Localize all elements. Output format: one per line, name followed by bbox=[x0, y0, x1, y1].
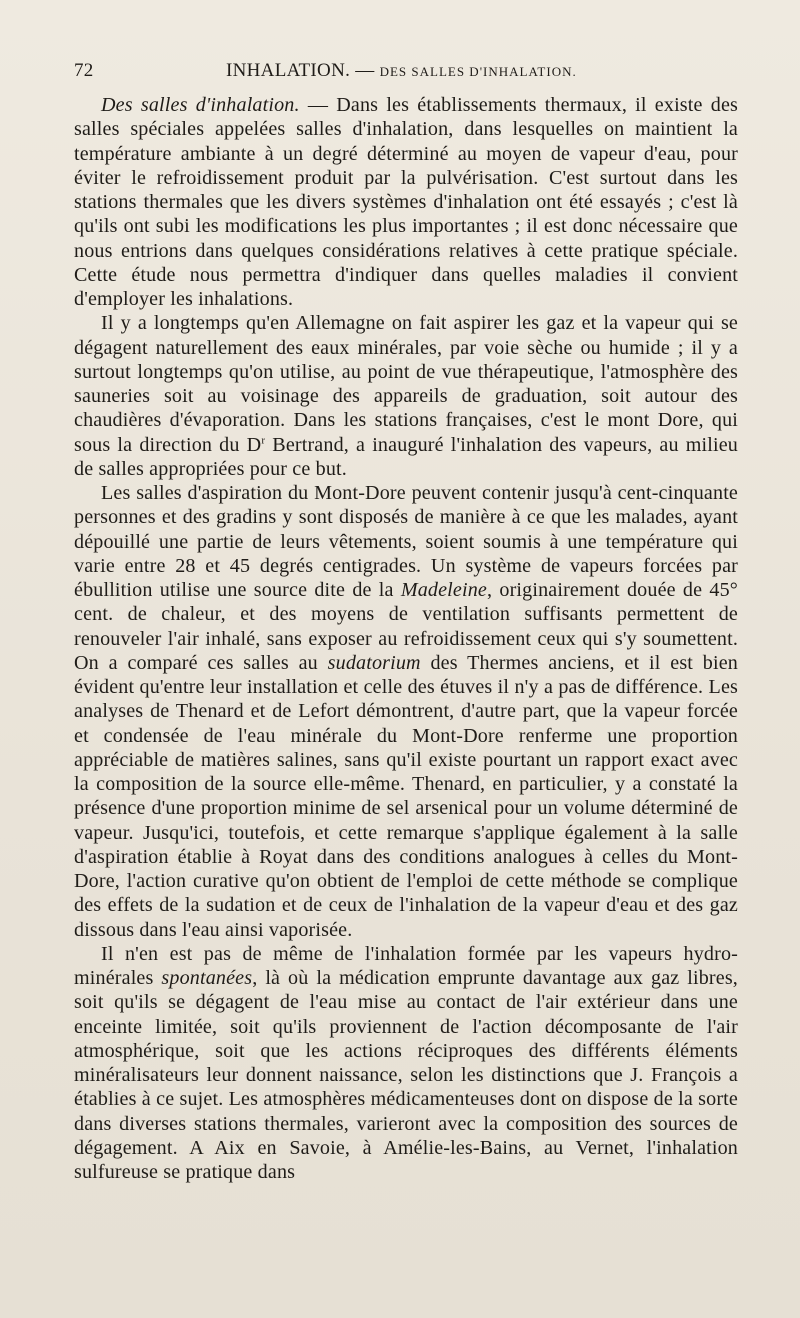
paragraph-4-text-b: , là où la médication emprunte davantage aux gaz libres, soit qu'ils se dégagent de l'eau mise au contact de l'air extérieur dans une enceinte limitée, soit qu'ils proviennent de l'action décomposante de l'air atmosphérique, soit que les actions réciproques des différents éléments minéralisateurs leur donnent naissance, selon les distinctions que J. François a établies à ce sujet. Les atmosphères médicamenteuses dont on dispose de la sorte dans diverses stations thermales, varieront avec la composition des sources de dégagement. A Aix en Savoie, à Amélie-les-Bains, au Vernet, l'inhalation sulfureuse se pratique dans bbox=[74, 967, 738, 1183]
italic-spontanees: spontanées bbox=[161, 967, 253, 989]
running-header bbox=[74, 60, 738, 90]
section-title: Des salles d'inhalation. bbox=[101, 94, 300, 116]
paragraph-1-text: — Dans les établissements thermaux, il existe des salles spéciales appelées salles d'inhalation, dans lesquelles on maintient la température ambiante à un degré déterminé au moyen de vapeur d'eau, pour éviter le refroidissement produit par la pulvérisation. C'est surtout dans les stations thermales que les divers systèmes d'inhalation ont été essayés ; c'est là qu'ils ont subi les modifications les plus importantes ; il est donc nécessaire que nous entrions dans quelques considérations relatives à cette pratique spéciale. Cette étude nous permettra d'indiquer dans quelles maladies il convient d'employer les inhalations. bbox=[74, 94, 738, 310]
paragraph-4 bbox=[74, 942, 738, 1185]
paragraph-2 bbox=[74, 311, 738, 481]
running-title-separator: — bbox=[355, 60, 375, 81]
italic-madeleine: Madeleine bbox=[400, 579, 487, 601]
paragraph-3-text-c: des Thermes anciens, et il est bien évident qu'entre leur installation et celle des étuves il n'y a pas de différence. Les analyses de Thenard et de Lefort démontrent, d'autre part, que la vapeur forcée et condensée de l'eau minérale du Mont-Dore renferme une proportion appréciable de matières salines, sans qu'il existe pourtant un rapport exact avec la composition de la source elle-même. Thenard, en particulier, y a constaté la présence d'une proportion minime de sel arsenical pour un volume déterminé de vapeur. Jusqu'ici, toutefois, et cette remarque s'applique également à la salle d'aspiration établie à Royat dans des conditions analogues à celles du Mont-Dore, l'action curative qu'on obtient de l'emploi de cette méthode se complique des effets de la sudation et de ceux de l'inhalation de la vapeur d'eau et des gaz dissous dans l'eau ainsi vaporisée. bbox=[74, 651, 738, 941]
running-title-sub: DES SALLES D'INHALATION. bbox=[379, 64, 577, 79]
paragraph-3-text-b: , originairement douée de 45° cent. de chaleur, et des moyens de ventilation suffisants permettent de renouveler l'air inhalé, sans exposer au refroidissement ceux qui s'y soumettent. On a comparé ces salles au bbox=[74, 579, 738, 674]
running-title-main: INHALATION. bbox=[226, 60, 351, 81]
page-number: 72 bbox=[74, 60, 94, 81]
running-title bbox=[226, 60, 577, 82]
paragraph-3 bbox=[74, 481, 738, 942]
paragraph-2-text-a: Il y a longtemps qu'en Allemagne on fait aspirer les gaz et la vapeur qui se dégagent naturellement des eaux minérales, par voie sèche ou humide ; il y a surtout longtemps qu'on utilise, au point de vue thérapeutique, l'atmosphère des sauneries soit au voisinage des appareils de graduation, soit autour des chaudières d'évaporation. Dans les stations françaises, c'est le mont Dore, qui sous la direction du D bbox=[74, 312, 738, 456]
superscript-r: r bbox=[261, 433, 266, 446]
paragraph-3-text-a: Les salles d'aspiration du Mont-Dore peuvent contenir jusqu'à cent-cinquante personnes et des gradins y sont disposés de manière à ce que les malades, ayant dépouillé une partie de leurs vêtements, soient soumis à une température qui varie entre 28 et 45 degrés centigrades. Un système de vapeurs forcées par ébullition utilise une source dite de la bbox=[74, 482, 738, 601]
italic-sudatorium: sudatorium bbox=[327, 651, 421, 674]
paragraph-1 bbox=[74, 93, 738, 311]
paragraph-4-text-a: Il n'en est pas de même de l'inhalation formée par les vapeurs hydro-minérales bbox=[74, 942, 738, 989]
body-text bbox=[74, 93, 738, 1184]
paragraph-2-text-b: Bertrand, a inauguré l'inhalation des vapeurs, au milieu de salles appropriées pour ce but. bbox=[74, 433, 738, 480]
